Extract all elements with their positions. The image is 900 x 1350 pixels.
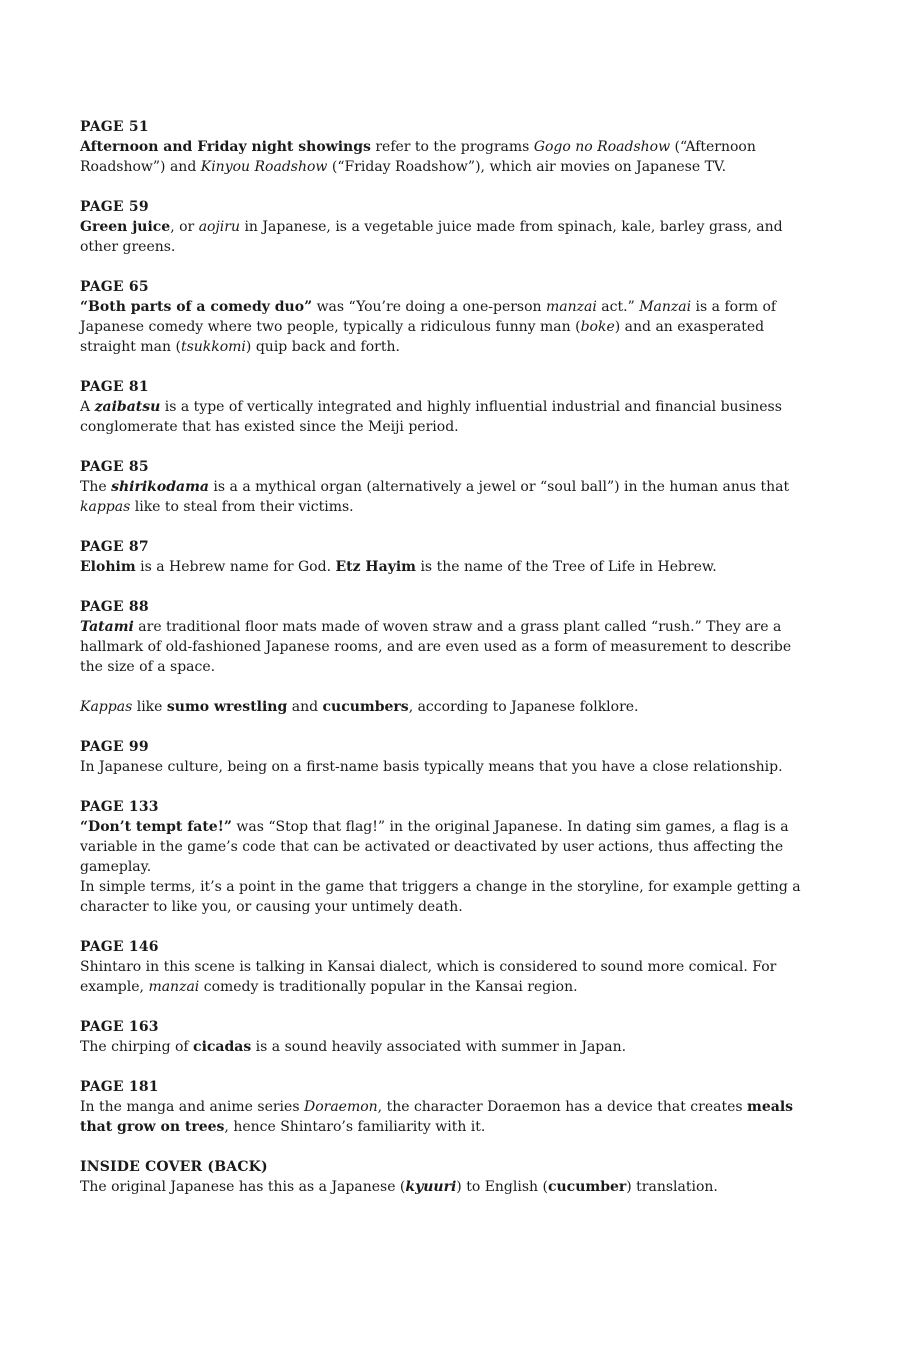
note-paragraph <box>80 137 805 177</box>
note-text: Afternoon and Friday night showings <box>80 139 371 155</box>
note-text: are traditional floor mats made of woven straw and a grass plant called “rush.” They are a hallmark of old-fashioned Japanese rooms, and are even used as a form of measurement to describe the size of a space. <box>80 619 792 675</box>
note-text: The chirping of <box>80 1039 194 1055</box>
note-text: (“Afternoon Roadshow”) and <box>80 139 756 175</box>
note-text: in Japanese, is a vegetable juice made from spinach, kale, barley grass, and other greens. <box>80 219 783 255</box>
note-heading: PAGE 87 <box>80 539 149 555</box>
note-text: The <box>80 479 112 495</box>
note-text: , hence Shintaro’s familiarity with it. <box>224 1119 486 1135</box>
note-text: Kappas <box>80 699 133 715</box>
note-section <box>80 457 805 517</box>
note-text: In the manga and anime series <box>80 1099 304 1115</box>
note-paragraph <box>80 957 805 997</box>
note-paragraph <box>80 617 805 677</box>
note-text: In simple terms, it’s a point in the game that triggers a change in the storyline, for example getting a character to like you, or causing your untimely death. <box>80 879 801 915</box>
note-text: The original Japanese has this as a Japanese ( <box>80 1179 406 1195</box>
note-text: boke <box>580 319 615 335</box>
note-paragraph <box>80 1037 805 1057</box>
note-text: kyuuri <box>405 1179 457 1195</box>
note-text: manzai <box>546 299 597 315</box>
note-heading: PAGE 59 <box>80 199 149 215</box>
note-text: comedy is traditionally popular in the Kansai region. <box>199 979 578 995</box>
note-paragraph <box>80 697 805 717</box>
note-text: sumo wrestling <box>166 699 288 715</box>
note-text: Doraemon <box>303 1099 378 1115</box>
note-heading: PAGE 65 <box>80 279 149 295</box>
note-text: manzai <box>148 979 200 995</box>
note-text: Kinyou Roadshow <box>200 159 328 175</box>
note-text: like to steal from their victims. <box>130 499 354 515</box>
note-paragraph <box>80 477 805 517</box>
note-heading: INSIDE COVER (BACK) <box>80 1159 268 1175</box>
note-text: Shintaro in this scene is talking in Kansai dialect, which is considered to sound more comical. For example, <box>80 959 777 995</box>
note-paragraph <box>80 1097 805 1137</box>
note-text: A <box>80 399 95 415</box>
note-text: aojiru <box>198 219 240 235</box>
note-text: Elohim <box>80 559 136 575</box>
note-heading: PAGE 88 <box>80 599 149 615</box>
note-text: meals that grow on trees <box>80 1099 794 1135</box>
note-text: is a Hebrew name for God. <box>135 559 336 575</box>
note-heading: PAGE 146 <box>80 939 159 955</box>
note-text: is a form of Japanese comedy where two people, typically a ridiculous funny man ( <box>80 299 777 335</box>
note-heading: PAGE 99 <box>80 739 149 755</box>
note-text: Tatami <box>80 619 134 635</box>
note-paragraph <box>80 397 805 437</box>
note-section <box>80 197 805 257</box>
note-text: cicadas <box>193 1039 252 1055</box>
note-paragraph <box>80 1177 805 1197</box>
note-text: refer to the programs <box>370 139 534 155</box>
note-section <box>80 1157 805 1197</box>
note-paragraph <box>80 817 805 877</box>
note-paragraph <box>80 297 805 357</box>
note-heading: PAGE 181 <box>80 1079 159 1095</box>
note-text: is a a mythical organ (alternatively a jewel or “soul ball”) in the human anus that <box>208 479 790 495</box>
note-section <box>80 797 805 917</box>
note-text: “Both parts of a comedy duo” <box>80 299 313 315</box>
note-text: is a sound heavily associated with summer in Japan. <box>251 1039 627 1055</box>
note-text: , or <box>170 219 199 235</box>
note-section <box>80 1017 805 1057</box>
note-paragraph <box>80 557 805 577</box>
note-paragraph <box>80 757 805 777</box>
note-text: ) and an exasperated straight man ( <box>80 319 765 355</box>
note-text: “Don’t tempt fate!” <box>80 819 232 835</box>
note-text: , according to Japanese folklore. <box>408 699 639 715</box>
note-text: ) to English ( <box>456 1179 548 1195</box>
note-text: cucumbers <box>322 699 409 715</box>
note-section <box>80 537 805 577</box>
note-paragraph <box>80 877 805 917</box>
note-heading: PAGE 163 <box>80 1019 159 1035</box>
note-text: and <box>287 699 323 715</box>
note-text: is a type of vertically integrated and highly influential industrial and financial business conglomerate that has existed since the Meiji period. <box>80 399 782 435</box>
note-paragraph <box>80 217 805 257</box>
note-text: is the name of the Tree of Life in Hebrew. <box>416 559 717 575</box>
note-text: tsukkomi <box>180 339 246 355</box>
note-text: ) translation. <box>626 1179 718 1195</box>
note-text: ) quip back and forth. <box>245 339 400 355</box>
note-text: cucumber <box>547 1179 627 1195</box>
note-text: Manzai <box>639 299 692 315</box>
note-text: (“Friday Roadshow”), which air movies on Japanese TV. <box>327 159 727 175</box>
note-heading: PAGE 85 <box>80 459 149 475</box>
note-text: In Japanese culture, being on a first-name basis typically means that you have a close relationship. <box>80 759 783 775</box>
note-text: like <box>132 699 167 715</box>
note-section <box>80 737 805 777</box>
note-text: , the character Doraemon has a device that creates <box>377 1099 748 1115</box>
note-heading: PAGE 133 <box>80 799 159 815</box>
translation-notes <box>80 117 805 1217</box>
note-text: act.” <box>596 299 640 315</box>
note-section <box>80 117 805 177</box>
note-heading: PAGE 81 <box>80 379 149 395</box>
note-section <box>80 597 805 717</box>
note-text: Etz Hayim <box>335 559 416 575</box>
note-text: was “You’re doing a one-person <box>312 299 547 315</box>
note-section <box>80 377 805 437</box>
note-text: zaibatsu <box>94 399 161 415</box>
note-heading: PAGE 51 <box>80 119 149 135</box>
note-section <box>80 277 805 357</box>
note-section <box>80 937 805 997</box>
note-text: was “Stop that flag!” in the original Japanese. In dating sim games, a flag is a variable in the game’s code that can be activated or deactivated by user actions, thus affecting the gameplay. <box>80 819 789 875</box>
note-text: shirikodama <box>111 479 209 495</box>
note-text: kappas <box>80 499 131 515</box>
note-section <box>80 1077 805 1137</box>
note-text: Green juice <box>80 219 171 235</box>
note-text: Gogo no Roadshow <box>533 139 671 155</box>
